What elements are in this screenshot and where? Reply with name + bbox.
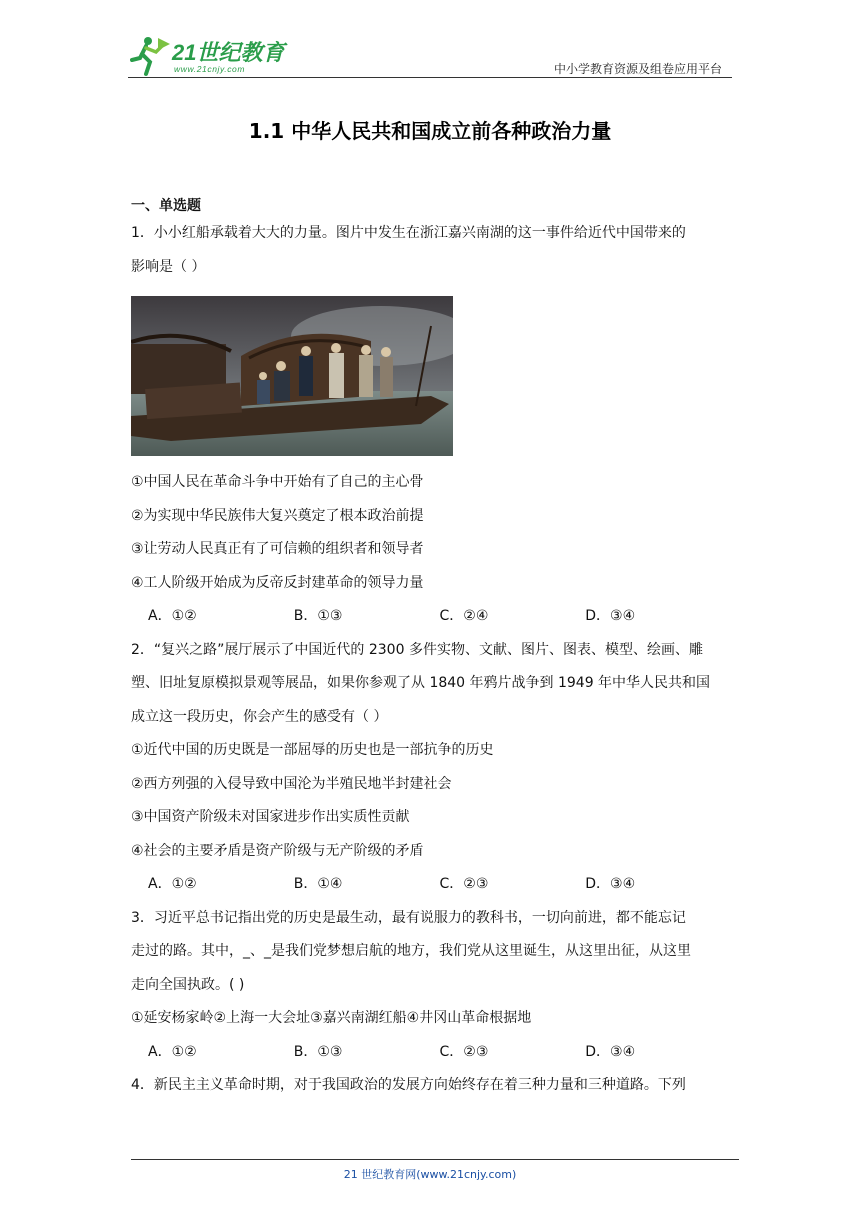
statement: ③中国资产阶级未对国家进步作出实质性贡献 [131,809,410,825]
logo-url: www.21cnjy.com [174,64,246,74]
question-2 [131,634,731,902]
option-a[interactable]: A．①② [148,1043,197,1060]
question-text-line: 3．习近平总书记指出党的历史是最生动，最有说服力的教科书，一切向前进，都不能忘记 [131,909,686,926]
answer-options [131,868,731,902]
logo-text: 21世纪教育 [172,40,285,65]
option-d[interactable]: D．③④ [585,1043,636,1060]
answer-options [131,1036,731,1070]
statement: ①近代中国的历史既是一部屈辱的历史也是一部抗争的历史 [131,742,494,758]
option-c[interactable]: C．②③ [439,1043,489,1060]
question-text-line: 塑、旧址复原模拟景观等展品，如果你参观了从 1840 年鸦片战争到 1949 年中华人民共和国 [131,675,711,691]
question-text-line: 走过的路。其中，_、_是我们党梦想启航的地方，我们党从这里诞生，从这里出征，从这里 [131,943,691,959]
statement: ②为实现中华民族伟大复兴奠定了根本政治前提 [131,507,424,524]
option-c[interactable]: C．②③ [439,876,489,892]
answer-options [131,600,731,634]
site-logo [128,34,288,78]
statement: ①延安杨家岭②上海一大会址③嘉兴南湖红船④井冈山革命根据地 [131,1010,532,1026]
footer-divider [131,1159,739,1160]
option-d[interactable]: D．③④ [585,608,636,624]
header-divider [128,77,732,78]
question-1 [131,217,731,634]
question-text-line: 2．“复兴之路”展厅展示了中国近代的 2300 多件实物、文献、图片、图表、模型、绘画、雕 [131,641,703,658]
option-d[interactable]: D．③④ [585,876,636,892]
red-boat-painting-image [131,296,453,456]
statement: ①中国人民在革命斗争中开始有了自己的主心骨 [131,474,424,490]
option-b[interactable]: B．①④ [293,876,343,892]
runner-logo-icon [128,34,172,78]
question-3 [131,902,731,1070]
question-text-line: 走向全国执政。( ) [131,976,245,993]
header-tagline: 中小学教育资源及组卷应用平台 [553,62,722,76]
section-heading: 一、单选题 [131,198,201,214]
option-a[interactable]: A．①② [148,608,197,624]
option-a[interactable]: A．①② [148,876,197,892]
question-text-line: 成立这一段历史，你会产生的感受有（ ） [131,708,388,725]
question-4 [131,1069,731,1103]
document-body [131,195,731,1103]
question-text-line: 1．小小红船承载着大大的力量。图片中发生在浙江嘉兴南湖的这一事件给近代中国带来的 [131,225,686,241]
page-title: 1.1 中华人民共和国成立前各种政治力量 [248,119,612,143]
page-header [128,30,732,78]
statement: ③让劳动人民真正有了可信赖的组织者和领导者 [131,541,424,557]
option-c[interactable]: C．②④ [439,608,489,624]
statement: ④社会的主要矛盾是资产阶级与无产阶级的矛盾 [131,842,424,859]
option-b[interactable]: B．①③ [293,608,343,624]
page-footer[interactable]: 21 世纪教育网(www.21cnjy.com) [343,1168,517,1181]
option-b[interactable]: B．①③ [293,1043,343,1060]
statement: ②西方列强的入侵导致中国沦为半殖民地半封建社会 [131,775,452,792]
question-text-line: 4．新民主主义革命时期，对于我国政治的发展方向始终存在着三种力量和三种道路。下列 [131,1077,686,1093]
question-text-line: 影响是（ ） [131,258,206,275]
statement: ④工人阶级开始成为反帝反封建革命的领导力量 [131,574,424,591]
